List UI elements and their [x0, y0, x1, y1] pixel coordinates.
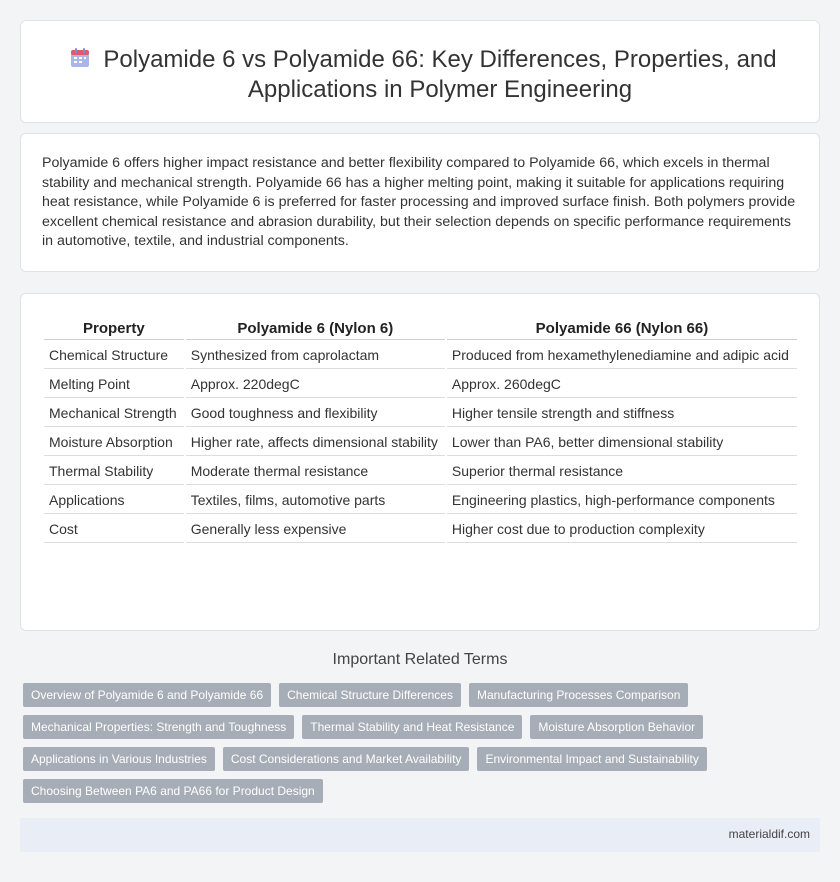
cell-pa66: Approx. 260degC [447, 371, 797, 398]
table-row [44, 487, 797, 514]
related-term-tag[interactable]: Choosing Between PA6 and PA66 for Product Design [23, 779, 323, 803]
cell-pa6: Moderate thermal resistance [186, 458, 445, 485]
table-row [44, 342, 797, 369]
table-header-row [44, 316, 797, 340]
cell-pa66: Produced from hexamethylenediamine and adipic acid [447, 342, 797, 369]
summary-text: Polyamide 6 offers higher impact resistance and better flexibility compared to Polyamide 66, which excels in thermal stability and mechanical strength. Polyamide 66 has a higher melting point, making it suitable for applications requiring heat resistance, while Polyamide 6 is preferred for faster processing and improved surface finish. Both polymers provide excellent chemical resistance and abrasion durability, but their selection depends on specific performance requirements in automotive, textile, and industrial components. [42, 155, 796, 250]
table-row [44, 458, 797, 485]
cell-pa6: Synthesized from caprolactam [186, 342, 445, 369]
cell-pa6: Higher rate, affects dimensional stability [186, 429, 445, 456]
related-terms-list [23, 683, 823, 811]
related-term-tag[interactable]: Moisture Absorption Behavior [530, 715, 703, 739]
summary-card [20, 133, 820, 272]
cell-pa6: Textiles, films, automotive parts [186, 487, 445, 514]
column-header-pa6: Polyamide 6 (Nylon 6) [186, 316, 445, 340]
table-row [44, 516, 797, 543]
page-title: Polyamide 6 vs Polyamide 66: Key Differences, Properties, and Applications in Polymer Engineering [103, 46, 777, 103]
table-row [44, 371, 797, 398]
table-row [44, 400, 797, 427]
related-terms-heading: Important Related Terms [332, 651, 508, 668]
cell-pa6: Generally less expensive [186, 516, 445, 543]
related-term-tag[interactable]: Overview of Polyamide 6 and Polyamide 66 [23, 683, 271, 707]
cell-pa66: Higher cost due to production complexity [447, 516, 797, 543]
cell-property: Mechanical Strength [44, 400, 184, 427]
footer [20, 818, 820, 852]
cell-pa6: Good toughness and flexibility [186, 400, 445, 427]
related-term-tag[interactable]: Thermal Stability and Heat Resistance [302, 715, 522, 739]
cell-property: Chemical Structure [44, 342, 184, 369]
cell-pa66: Superior thermal resistance [447, 458, 797, 485]
cell-property: Applications [44, 487, 184, 514]
cell-pa66: Lower than PA6, better dimensional stability [447, 429, 797, 456]
cell-property: Thermal Stability [44, 458, 184, 485]
footer-site-link[interactable]: materialdif.com [728, 827, 810, 841]
related-term-tag[interactable]: Cost Considerations and Market Availability [223, 747, 470, 771]
related-term-tag[interactable]: Mechanical Properties: Strength and Toughness [23, 715, 294, 739]
column-header-pa66: Polyamide 66 (Nylon 66) [447, 316, 797, 340]
related-term-tag[interactable]: Environmental Impact and Sustainability [477, 747, 706, 771]
cell-property: Moisture Absorption [44, 429, 184, 456]
cell-pa66: Higher tensile strength and stiffness [447, 400, 797, 427]
related-term-tag[interactable]: Manufacturing Processes Comparison [469, 683, 688, 707]
cell-pa66: Engineering plastics, high-performance components [447, 487, 797, 514]
table-row [44, 429, 797, 456]
related-term-tag[interactable]: Applications in Various Industries [23, 747, 215, 771]
title-card [20, 20, 820, 123]
cell-property: Cost [44, 516, 184, 543]
cell-property: Melting Point [44, 371, 184, 398]
column-header-property: Property [44, 316, 184, 340]
related-term-tag[interactable]: Chemical Structure Differences [279, 683, 461, 707]
comparison-table [42, 314, 799, 545]
cell-pa6: Approx. 220degC [186, 371, 445, 398]
comparison-table-card [20, 293, 820, 631]
